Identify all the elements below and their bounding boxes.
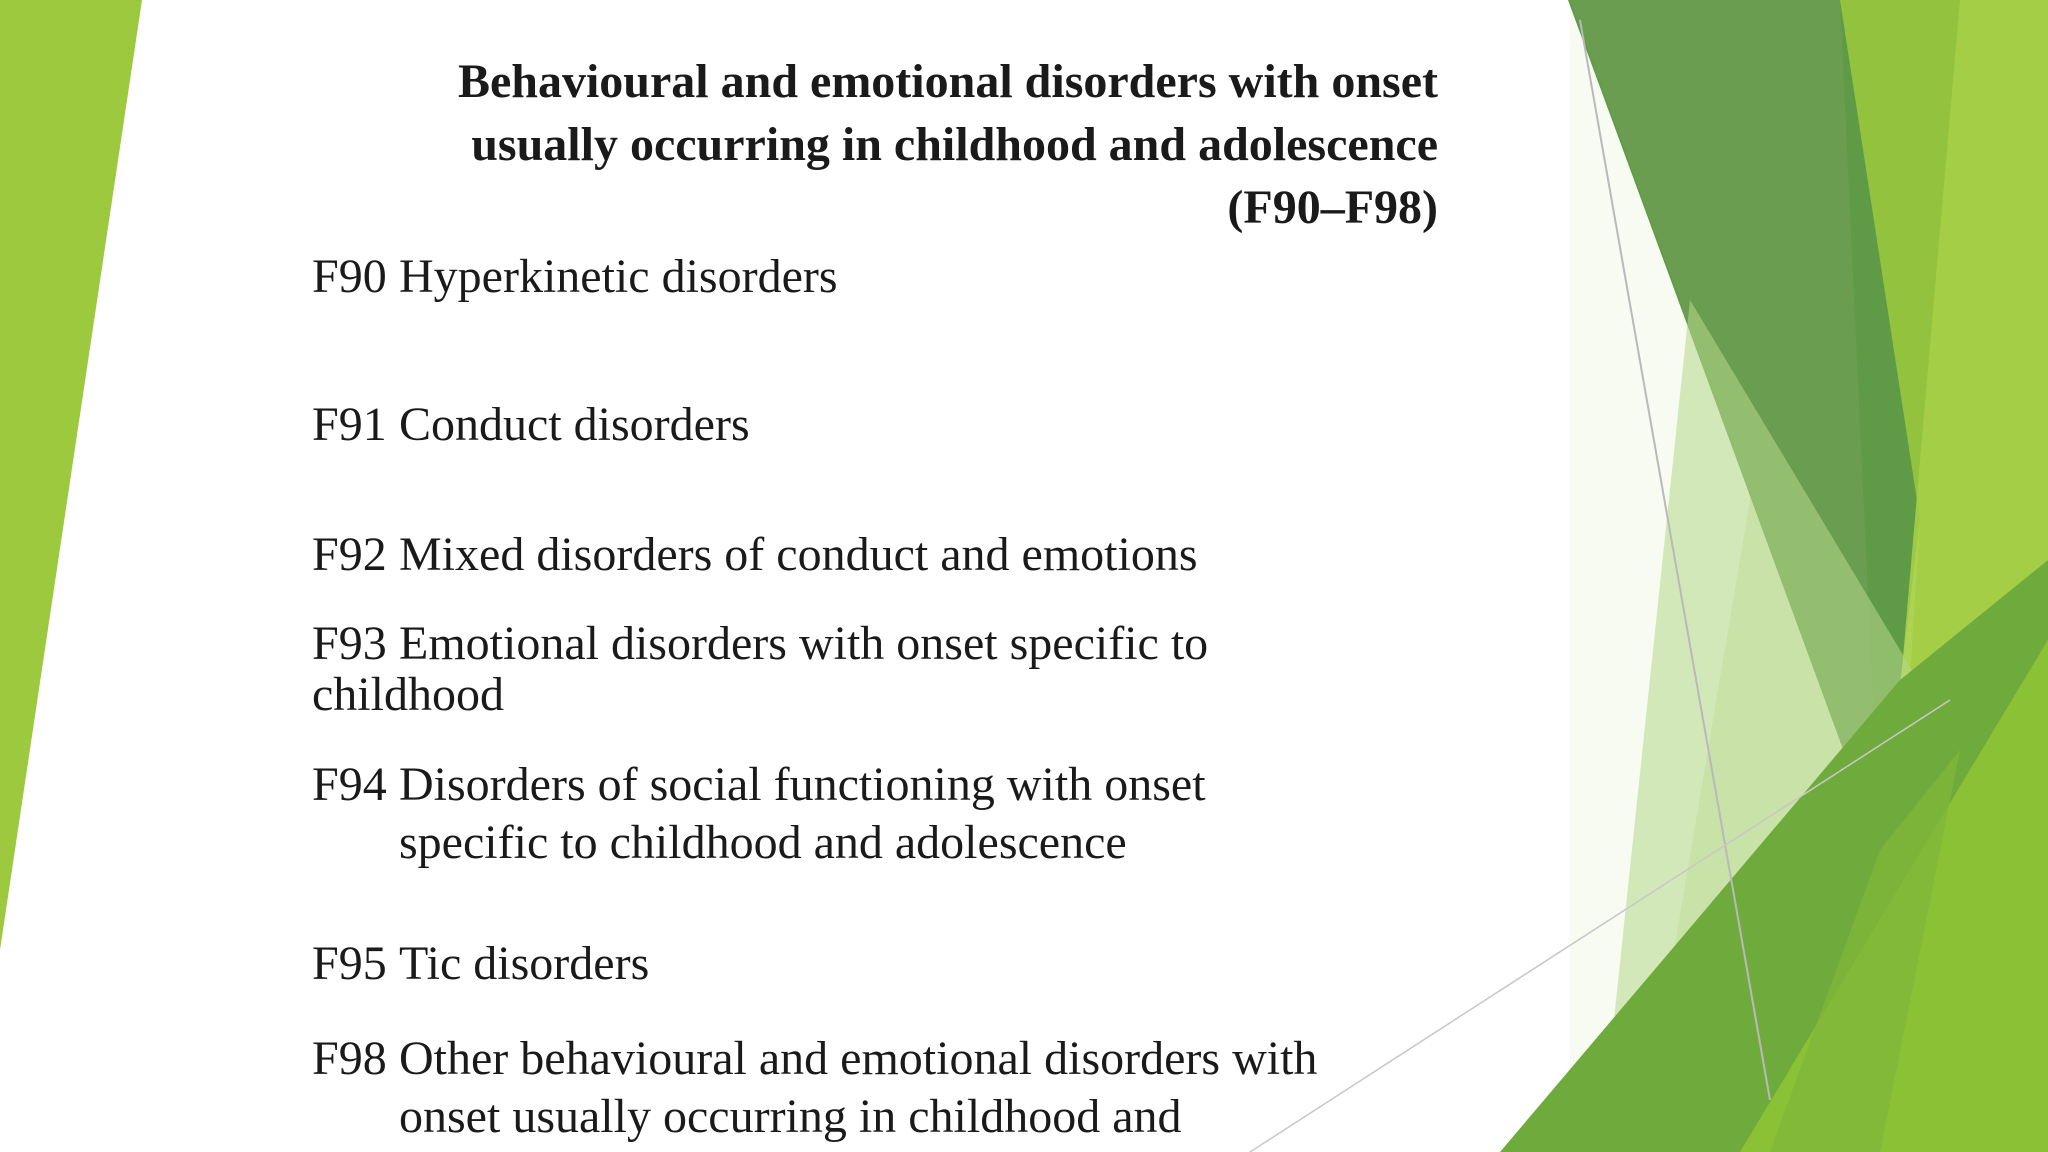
slide-title-line-3: (F90–F98) [1227,181,1438,234]
item-text-continued: onset usually occurring in childhood and [399,1090,1182,1143]
list-item-f98 [312,1030,1317,1146]
item-text: Other behavioural and emotional disorders with [399,1032,1318,1085]
item-code: F92 [312,528,387,581]
item-text: Conduct disorders [399,398,750,451]
list-item-f94 [312,756,1206,872]
slide-title-line-1: Behavioural and emotional disorders with onset [457,55,1438,108]
slide-title [338,50,1438,239]
left-green-shape [0,0,142,950]
item-text: Hyperkinetic disorders [399,250,838,303]
item-text-continued: childhood [312,668,504,721]
list-item-f93 [312,615,1209,721]
list-item-f95 [312,935,649,993]
item-text: Mixed disorders of conduct and emotions [399,528,1198,581]
item-code: F98 [312,1032,387,1085]
item-code: F94 [312,758,387,811]
item-code: F93 [312,617,387,670]
item-code: F95 [312,937,387,990]
item-code: F90 [312,250,387,303]
list-item-f91 [312,396,750,454]
item-text-continued: specific to childhood and adolescence [399,816,1127,869]
slide-title-line-2: usually occurring in childhood and adolescence [471,118,1438,171]
item-code: F91 [312,398,387,451]
list-item-f92 [312,526,1198,584]
item-text: Disorders of social functioning with onset [399,758,1206,811]
list-item-f90 [312,248,838,306]
item-text: Tic disorders [399,937,650,990]
item-text: Emotional disorders with onset specific to [399,617,1209,670]
